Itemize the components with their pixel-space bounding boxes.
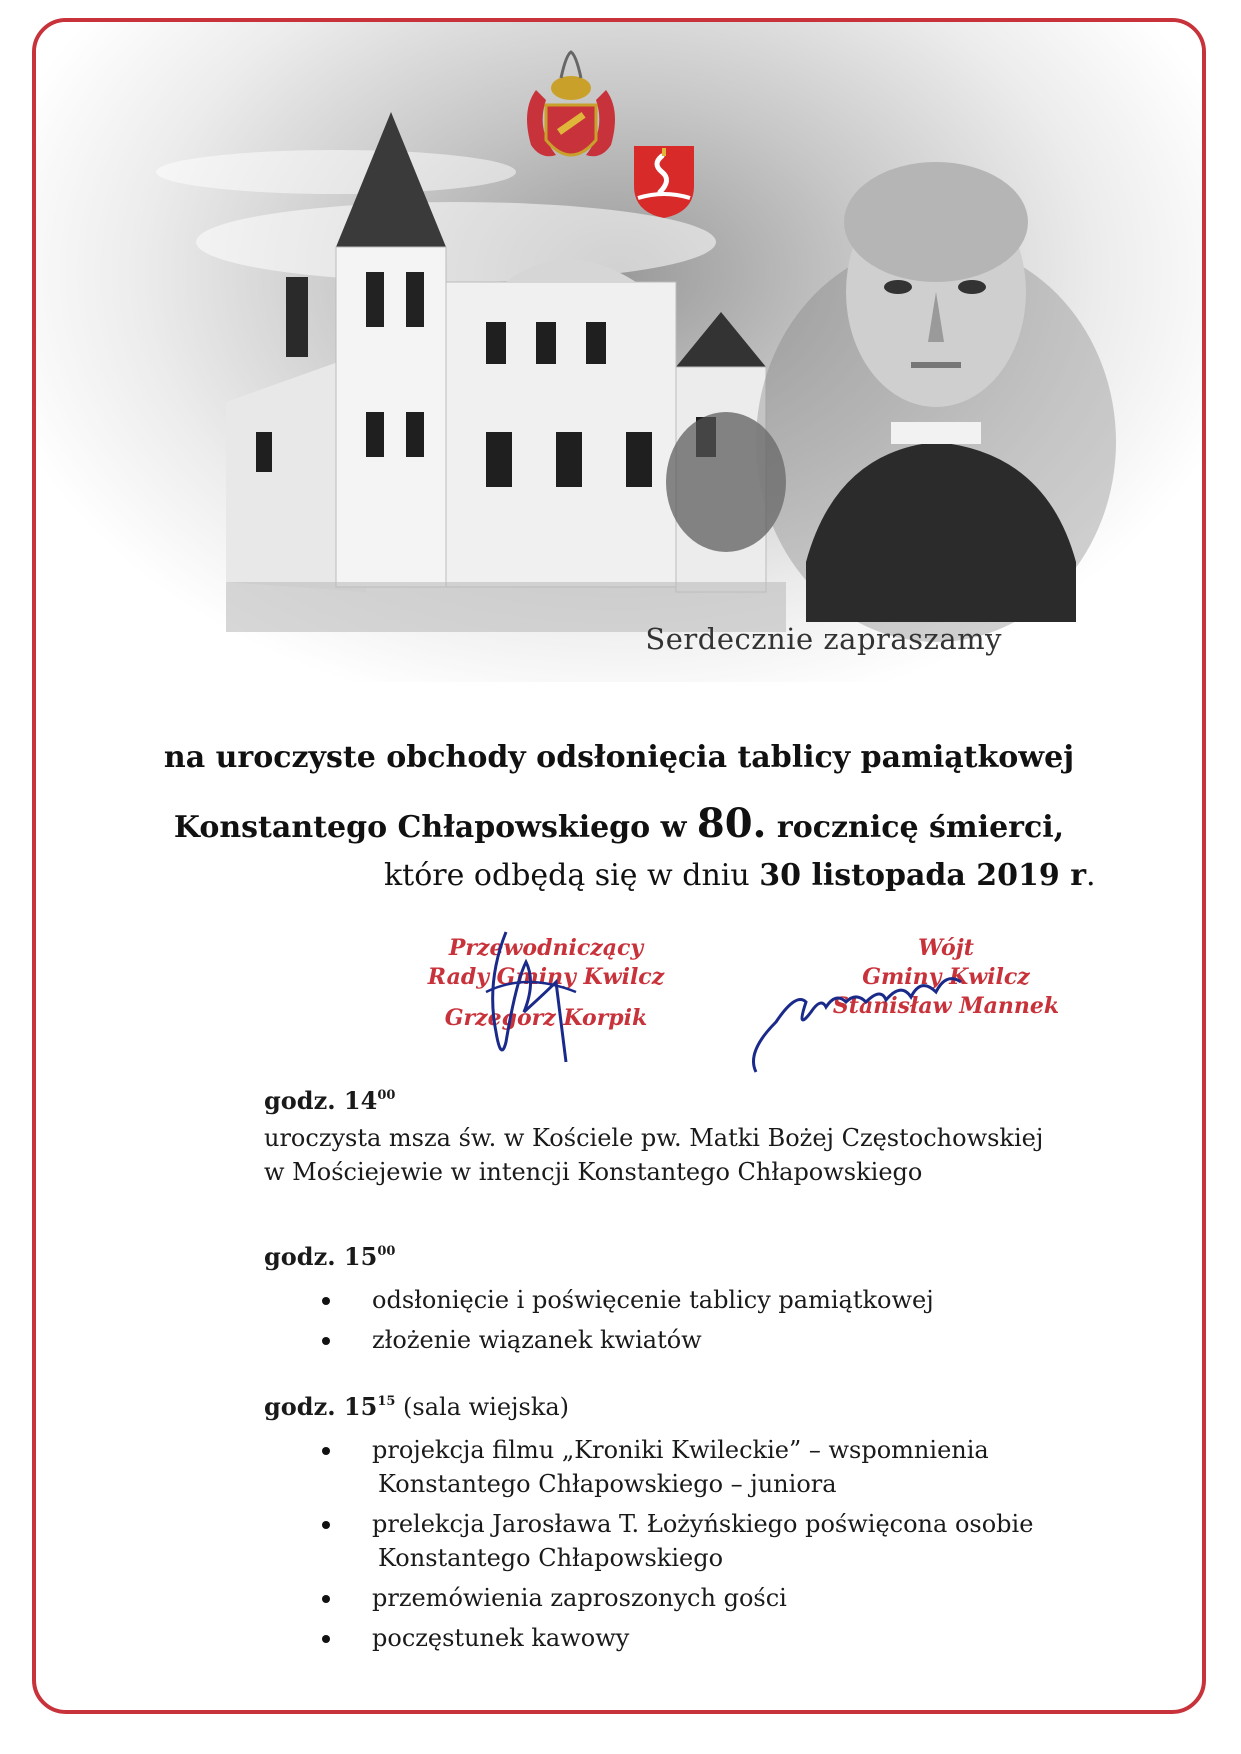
program-time: godz. $15^{00}$	[264, 1242, 396, 1271]
list-item: prelekcja Jarosława T. Łożyńskiego poświęcona osobie Konstantego Chłapowskiego	[264, 1507, 1033, 1575]
headline-line-2-after: rocznicę śmierci,	[766, 810, 1065, 845]
portrait	[756, 162, 1116, 642]
program-time: godz. $14^{00}$	[264, 1086, 396, 1115]
signature-role-body: Rady Gminy Kwilcz	[427, 964, 665, 990]
list-item: poczęstunek kawowy	[264, 1621, 1033, 1655]
program-list	[264, 1433, 1033, 1655]
list-item: projekcja filmu „Kroniki Kwileckie” – wspomnienia Konstantego Chłapowskiego – juniora	[264, 1433, 1033, 1501]
program-block-3	[264, 1392, 1033, 1661]
event-date: 30 listopada 2019 r	[759, 858, 1087, 893]
program-time: godz. $15^{15}$ (sala wiejska)	[264, 1392, 570, 1421]
list-item: złożenie wiązanek kwiatów	[264, 1323, 934, 1357]
headline-line-3-end: .	[1086, 858, 1096, 893]
handwritten-signature-1	[466, 922, 606, 1072]
hero-image	[36, 22, 1202, 682]
list-item: przemówienia zaproszonych gości	[264, 1581, 1033, 1615]
signature-role: Wójt	[918, 935, 974, 961]
program-line: w Mościejewie w intencji Konstantego Chłapowskiego	[264, 1158, 923, 1186]
headline-line-2-before: Konstantego Chłapowskiego w	[173, 810, 697, 845]
program-block-1	[264, 1086, 1043, 1189]
headline-line-2	[36, 800, 1202, 847]
program-note: (sala wiejska)	[395, 1393, 570, 1421]
signature-name: Stanisław Mannek	[832, 993, 1060, 1019]
coat-of-arms-kwilcz-icon	[632, 140, 696, 220]
coat-of-arms-chlapowski-icon	[516, 50, 626, 180]
signature-name: Grzegorz Korpik	[444, 1005, 648, 1031]
headline-line-1: na uroczyste obchody odsłonięcia tablicy pamiątkowej	[163, 740, 1075, 775]
signature-role-body: Gminy Kwilcz	[862, 964, 1030, 990]
signature-role: Przewodniczący	[448, 935, 644, 961]
program-block-2	[264, 1242, 934, 1363]
headline-line-3	[384, 858, 1096, 893]
headline-line-3-before: które odbędą się w dniu	[384, 858, 760, 893]
program-list	[264, 1283, 934, 1357]
page-frame	[32, 18, 1206, 1714]
anniversary-number: 80.	[696, 800, 767, 847]
handwritten-signature-2	[736, 972, 976, 1082]
list-item: odsłonięcie i poświęcenie tablicy pamiątkowej	[264, 1283, 934, 1317]
program-line: uroczysta msza św. w Kościele pw. Matki Bożej Częstochowskiej	[264, 1124, 1044, 1152]
invitation-greeting: Serdecznie zapraszamy	[645, 622, 1002, 656]
